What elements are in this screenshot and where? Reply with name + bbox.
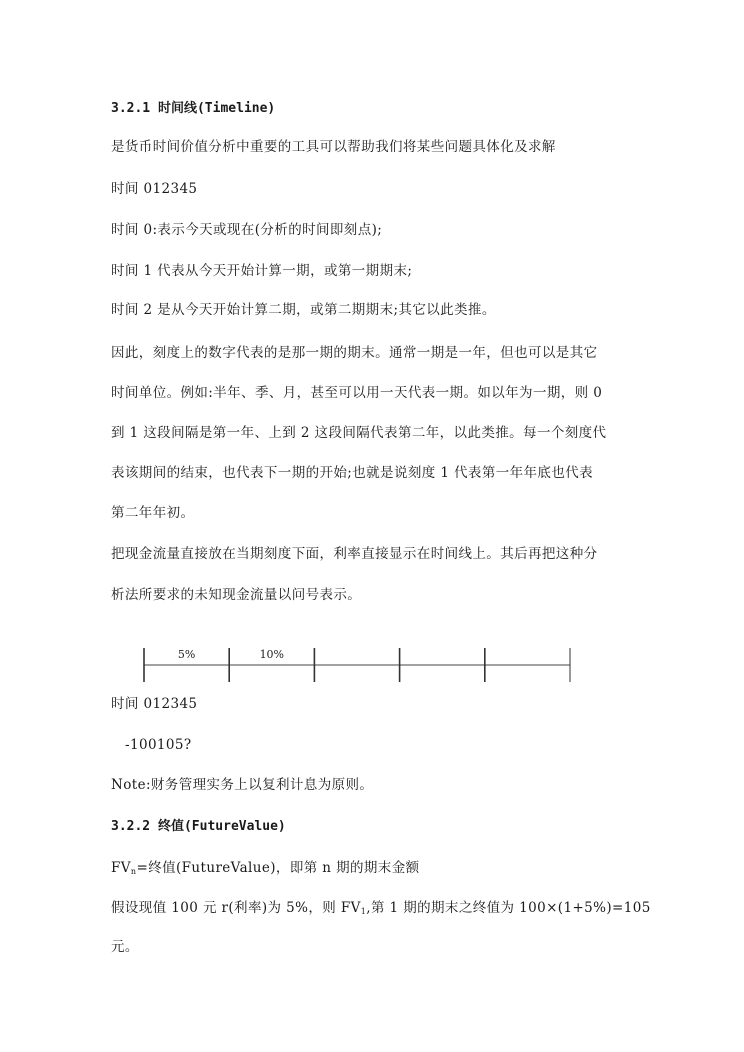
- paragraph: 析法所要求的未知现金流量以问号表示。: [111, 587, 362, 603]
- paragraph: 第二年年初。: [111, 505, 195, 521]
- timeline-time-row: 时间 012345: [111, 696, 198, 712]
- fv-symbol: FV: [111, 860, 131, 876]
- heading-en: (Timeline): [196, 101, 276, 116]
- timeline-rate-label: 10%: [259, 648, 285, 661]
- fv-subscript: n: [130, 867, 137, 876]
- timeline-rate-label: 5%: [177, 648, 196, 661]
- paragraph: 时间 012345: [111, 181, 198, 197]
- heading-cjk: 终值: [157, 819, 184, 834]
- fv-definition: [111, 858, 420, 882]
- paragraph: 时间 0:表示今天或现在(分析的时间即刻点);: [111, 222, 383, 238]
- paragraph: 因此，刻度上的数字代表的是那一期的期末。通常一期是一年，但也可以是其它: [111, 345, 598, 361]
- paragraph: 到 1 这段间隔是第一年、上到 2 这段间隔代表第二年，以此类推。每一个刻度代: [111, 425, 607, 441]
- fv-example-continued: 元。: [111, 939, 139, 955]
- heading-number: 3.2.1: [111, 101, 158, 116]
- fv-definition-text: =终值(FutureValue)，即第 n 期的期末金额: [136, 860, 420, 876]
- fv-example-prefix: 假设现值 100 元 r(利率)为 5%，则 FV: [111, 900, 361, 916]
- note: Note:财务管理实务上以复利计息为原则。: [111, 777, 374, 793]
- paragraph: 时间 1 代表从今天开始计算一期，或第一期期末;: [111, 263, 413, 279]
- fv-example-text: ,第 1 期的期末之终值为 100×(1+5%)=105: [366, 900, 651, 916]
- paragraph: 时间 2 是从今天开始计算二期，或第二期期末;其它以此类推。: [111, 302, 496, 318]
- section-heading-future-value: [111, 817, 286, 837]
- fv-example-subscript: 1: [360, 907, 367, 916]
- paragraph: 是货币时间价值分析中重要的工具可以帮助我们将某些问题具体化及求解: [111, 139, 556, 155]
- heading-en: (FutureValue): [183, 819, 286, 834]
- paragraph: 表该期间的结束，也代表下一期的开始;也就是说刻度 1 代表第一年年底也代表: [111, 465, 594, 481]
- fv-example: [111, 898, 651, 922]
- heading-cjk: 时间线: [157, 101, 197, 116]
- paragraph: 时间单位。例如:半年、季、月，甚至可以用一天代表一期。如以年为一期，则 0: [111, 385, 603, 401]
- paragraph: 把现金流量直接放在当期刻度下面，利率直接显示在时间线上。其后再把这种分: [111, 546, 598, 562]
- heading-number: 3.2.2: [111, 819, 158, 834]
- timeline-cashflow-row: -100105?: [125, 737, 192, 753]
